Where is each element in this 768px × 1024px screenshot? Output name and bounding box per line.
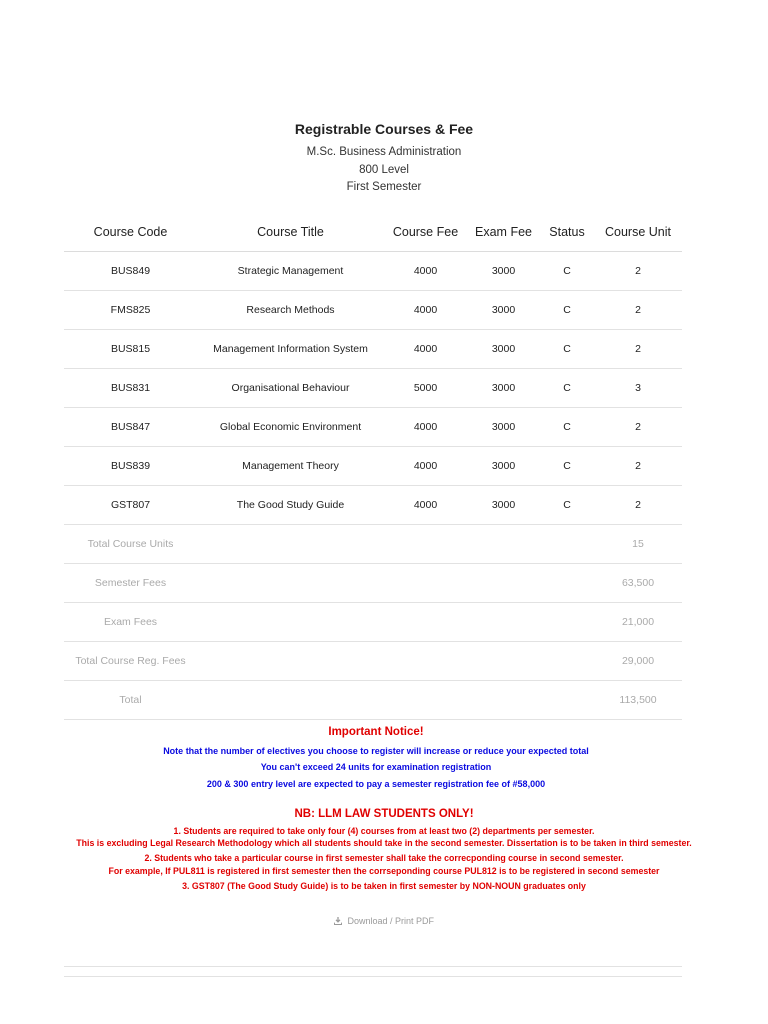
status-cell: C — [540, 330, 594, 369]
course-fee-cell: 4000 — [384, 252, 467, 291]
summary-value: 21,000 — [594, 603, 682, 642]
status-cell: C — [540, 486, 594, 525]
table-row — [64, 486, 682, 525]
law-notice-line: For example, If PUL811 is registered in first semester then the corrseponding course PUL812 is to be registered in second semester — [108, 865, 660, 876]
summary-label: Total — [64, 681, 197, 720]
courses-table — [64, 212, 682, 720]
course-fee-cell: 4000 — [384, 408, 467, 447]
course-unit-cell: 2 — [594, 330, 682, 369]
table-row — [64, 369, 682, 408]
law-students-notice — [40, 806, 728, 892]
page-header — [0, 120, 768, 197]
notice-heading: Important Notice! — [328, 726, 424, 738]
table-row — [64, 291, 682, 330]
law-notice-line: 3. GST807 (The Good Study Guide) is to be taken in first semester by NON-NOUN graduates only — [182, 880, 586, 891]
summary-label: Exam Fees — [64, 603, 197, 642]
summary-row-exam-fees — [64, 603, 682, 642]
summary-value: 113,500 — [594, 681, 682, 720]
column-header-course-fee: Course Fee — [384, 212, 467, 252]
course-code-cell: BUS815 — [64, 330, 197, 369]
course-unit-cell: 2 — [594, 486, 682, 525]
summary-value: 29,000 — [594, 642, 682, 681]
course-title-cell: Organisational Behaviour — [197, 369, 384, 408]
summary-label: Semester Fees — [64, 564, 197, 603]
column-header-course-code: Course Code — [64, 212, 197, 252]
level-label: 800 Level — [359, 163, 409, 176]
download-print-pdf-link[interactable] — [0, 916, 768, 926]
course-fee-cell: 4000 — [384, 447, 467, 486]
table-row — [64, 252, 682, 291]
course-unit-cell: 3 — [594, 369, 682, 408]
table-header-row — [64, 212, 682, 252]
summary-value: 63,500 — [594, 564, 682, 603]
status-cell: C — [540, 291, 594, 330]
status-cell: C — [540, 252, 594, 291]
exam-fee-cell: 3000 — [467, 369, 540, 408]
course-code-cell: BUS849 — [64, 252, 197, 291]
semester-label: First Semester — [346, 181, 422, 193]
summary-row-total-units — [64, 525, 682, 564]
law-notice-heading: NB: LLM LAW STUDENTS ONLY! — [294, 808, 474, 820]
column-header-exam-fee: Exam Fee — [467, 212, 540, 252]
exam-fee-cell: 3000 — [467, 408, 540, 447]
course-code-cell: BUS847 — [64, 408, 197, 447]
course-fee-cell: 4000 — [384, 291, 467, 330]
column-header-status: Status — [540, 212, 594, 252]
summary-value: 15 — [594, 525, 682, 564]
download-label: Download / Print PDF — [347, 916, 435, 926]
exam-fee-cell: 3000 — [467, 252, 540, 291]
course-title-cell: Management Theory — [197, 447, 384, 486]
course-fee-cell: 5000 — [384, 369, 467, 408]
course-code-cell: FMS825 — [64, 291, 197, 330]
download-icon — [334, 916, 345, 926]
course-fee-cell: 4000 — [384, 330, 467, 369]
exam-fee-cell: 3000 — [467, 330, 540, 369]
table-row — [64, 330, 682, 369]
course-unit-cell: 2 — [594, 252, 682, 291]
course-title-cell: Research Methods — [197, 291, 384, 330]
course-title-cell: Strategic Management — [197, 252, 384, 291]
summary-row-total — [64, 681, 682, 720]
programme-name: M.Sc. Business Administration — [306, 146, 462, 158]
divider — [64, 976, 682, 977]
summary-label: Total Course Units — [64, 525, 197, 564]
law-notice-line: This is excluding Legal Research Methodology which all students should take in the second semester. Dissertation is to be taken in third semester. — [76, 838, 692, 849]
notice-line: You can't exceed 24 units for examination registration — [260, 762, 492, 773]
column-header-course-unit: Course Unit — [594, 212, 682, 252]
notice-line: 200 & 300 entry level are expected to pay a semester registration fee of #58,000 — [206, 778, 546, 789]
course-code-cell: GST807 — [64, 486, 197, 525]
status-cell: C — [540, 447, 594, 486]
course-title-cell: Management Information System — [197, 330, 384, 369]
course-code-cell: BUS831 — [64, 369, 197, 408]
summary-label: Total Course Reg. Fees — [64, 642, 197, 681]
table-row — [64, 447, 682, 486]
summary-row-semester-fees — [64, 564, 682, 603]
important-notice — [56, 724, 696, 792]
column-header-course-title: Course Title — [197, 212, 384, 252]
course-unit-cell: 2 — [594, 408, 682, 447]
summary-row-reg-fees — [64, 642, 682, 681]
exam-fee-cell: 3000 — [467, 291, 540, 330]
table-row — [64, 408, 682, 447]
divider — [64, 966, 682, 967]
exam-fee-cell: 3000 — [467, 486, 540, 525]
course-unit-cell: 2 — [594, 447, 682, 486]
status-cell: C — [540, 408, 594, 447]
course-fee-cell: 4000 — [384, 486, 467, 525]
course-unit-cell: 2 — [594, 291, 682, 330]
notice-line: Note that the number of electives you choose to register will increase or reduce your expected total — [163, 746, 589, 756]
status-cell: C — [540, 369, 594, 408]
law-notice-line: 2. Students who take a particular course in first semester shall take the correcponding course in second semester. — [144, 853, 624, 864]
law-notice-line: 1. Students are required to take only four (4) courses from at least two (2) departments per semester. — [173, 826, 595, 836]
page-title: Registrable Courses & Fee — [294, 121, 474, 137]
exam-fee-cell: 3000 — [467, 447, 540, 486]
course-title-cell: Global Economic Environment — [197, 408, 384, 447]
course-code-cell: BUS839 — [64, 447, 197, 486]
course-title-cell: The Good Study Guide — [197, 486, 384, 525]
